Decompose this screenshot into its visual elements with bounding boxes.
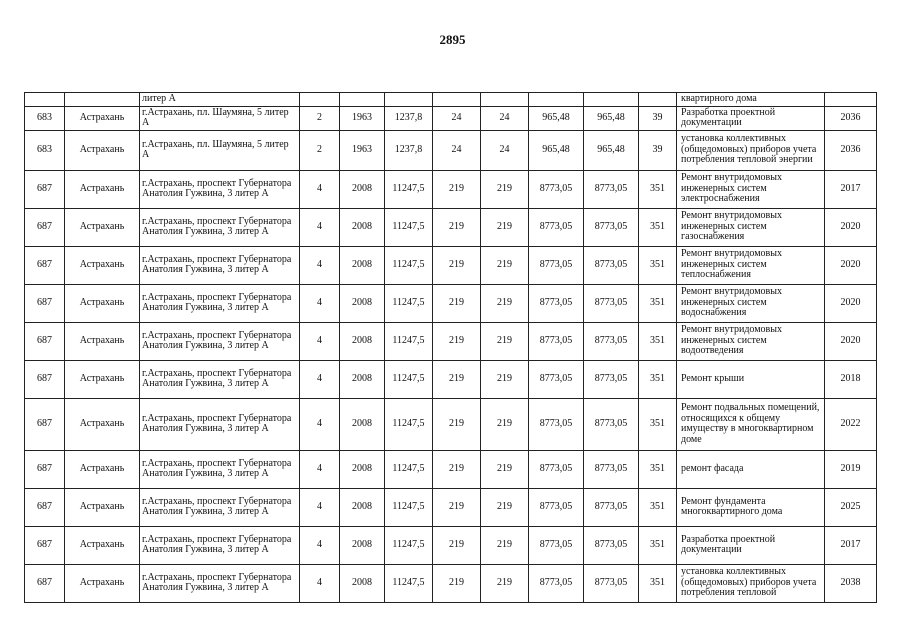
cell-city: Астрахань [65, 526, 140, 564]
cell-area-a: 8773,05 [529, 246, 584, 284]
cell-no: 687 [25, 488, 65, 526]
cell-area-a: 8773,05 [529, 526, 584, 564]
cell-floors: 4 [300, 208, 340, 246]
cell-plan-year: 2025 [825, 488, 877, 526]
cell-work: квартирного дома [677, 93, 825, 107]
cell-address: г.Астрахань, проспект Губернатора Анатолия Гужвина, 3 литер А [140, 564, 300, 602]
cell-floors: 4 [300, 322, 340, 360]
cell-col6: 219 [433, 284, 481, 322]
cell-no: 687 [25, 564, 65, 602]
cell-area-b: 965,48 [584, 106, 639, 130]
cell-col7 [481, 93, 529, 107]
cell-no: 687 [25, 170, 65, 208]
table-row [25, 208, 877, 246]
cell-area-a: 8773,05 [529, 208, 584, 246]
cell-area-b: 8773,05 [584, 284, 639, 322]
cell-area-b: 8773,05 [584, 488, 639, 526]
cell-residents: 351 [639, 246, 677, 284]
table-body [25, 93, 877, 603]
cell-work: Ремонт внутридомовых инженерных систем электроснабжения [677, 170, 825, 208]
cell-col6: 219 [433, 208, 481, 246]
cell-col6: 219 [433, 450, 481, 488]
cell-col6: 24 [433, 130, 481, 170]
cell-city [65, 93, 140, 107]
cell-area-a [529, 93, 584, 107]
cell-total-area: 11247,5 [385, 360, 433, 398]
cell-city: Астрахань [65, 284, 140, 322]
cell-total-area: 11247,5 [385, 208, 433, 246]
cell-no: 687 [25, 526, 65, 564]
cell-plan-year: 2017 [825, 526, 877, 564]
cell-plan-year: 2038 [825, 564, 877, 602]
cell-no: 683 [25, 130, 65, 170]
cell-col7: 219 [481, 488, 529, 526]
cell-total-area: 1237,8 [385, 130, 433, 170]
cell-total-area: 11247,5 [385, 488, 433, 526]
cell-area-b: 8773,05 [584, 526, 639, 564]
cell-no: 687 [25, 360, 65, 398]
cell-address: г.Астрахань, проспект Губернатора Анатолия Гужвина, 3 литер А [140, 398, 300, 450]
cell-address: г.Астрахань, проспект Губернатора Анатолия Гужвина, 3 литер А [140, 360, 300, 398]
cell-year: 2008 [340, 564, 385, 602]
table-row [25, 93, 877, 107]
cell-col7: 219 [481, 322, 529, 360]
cell-residents: 351 [639, 564, 677, 602]
cell-city: Астрахань [65, 246, 140, 284]
cell-col6: 219 [433, 526, 481, 564]
cell-work: установка коллективных (общедомовых) приборов учета потребления тепловой энергии [677, 130, 825, 170]
cell-work: Ремонт внутридомовых инженерных систем водоотведения [677, 322, 825, 360]
cell-residents: 39 [639, 130, 677, 170]
cell-plan-year: 2017 [825, 170, 877, 208]
cell-total-area: 1237,8 [385, 106, 433, 130]
table-row [25, 450, 877, 488]
cell-floors: 4 [300, 398, 340, 450]
cell-col7: 24 [481, 106, 529, 130]
cell-year: 2008 [340, 170, 385, 208]
cell-year [340, 93, 385, 107]
cell-total-area: 11247,5 [385, 246, 433, 284]
cell-address: г.Астрахань, проспект Губернатора Анатолия Гужвина, 3 литер А [140, 526, 300, 564]
table-row [25, 284, 877, 322]
cell-total-area: 11247,5 [385, 322, 433, 360]
cell-city: Астрахань [65, 130, 140, 170]
cell-no: 687 [25, 208, 65, 246]
cell-no: 687 [25, 450, 65, 488]
cell-col7: 219 [481, 526, 529, 564]
cell-floors [300, 93, 340, 107]
cell-work: Ремонт внутридомовых инженерных систем теплоснабжения [677, 246, 825, 284]
cell-floors: 4 [300, 170, 340, 208]
cell-city: Астрахань [65, 360, 140, 398]
cell-address: г.Астрахань, проспект Губернатора Анатолия Гужвина, 3 литер А [140, 450, 300, 488]
table-row [25, 398, 877, 450]
cell-work: Ремонт подвальных помещений, относящихся к общему имуществу в многоквартирном доме [677, 398, 825, 450]
cell-total-area [385, 93, 433, 107]
cell-area-a: 8773,05 [529, 398, 584, 450]
cell-total-area: 11247,5 [385, 284, 433, 322]
cell-address: г.Астрахань, проспект Губернатора Анатолия Гужвина, 3 литер А [140, 170, 300, 208]
cell-address: г.Астрахань, проспект Губернатора Анатолия Гужвина, 3 литер А [140, 246, 300, 284]
cell-col7: 219 [481, 208, 529, 246]
cell-area-a: 965,48 [529, 130, 584, 170]
cell-area-a: 965,48 [529, 106, 584, 130]
table-row [25, 322, 877, 360]
table-row [25, 564, 877, 602]
cell-floors: 4 [300, 246, 340, 284]
cell-col7: 219 [481, 246, 529, 284]
cell-city: Астрахань [65, 322, 140, 360]
cell-floors: 2 [300, 130, 340, 170]
cell-col6: 219 [433, 322, 481, 360]
cell-floors: 4 [300, 360, 340, 398]
cell-col6: 219 [433, 360, 481, 398]
cell-col6 [433, 93, 481, 107]
cell-col6: 219 [433, 398, 481, 450]
cell-floors: 4 [300, 284, 340, 322]
cell-col6: 219 [433, 488, 481, 526]
cell-col7: 219 [481, 398, 529, 450]
cell-plan-year: 2018 [825, 360, 877, 398]
cell-plan-year: 2020 [825, 284, 877, 322]
table-row [25, 170, 877, 208]
cell-no: 687 [25, 322, 65, 360]
cell-city: Астрахань [65, 208, 140, 246]
cell-residents: 351 [639, 488, 677, 526]
table-row [25, 488, 877, 526]
cell-col7: 24 [481, 130, 529, 170]
cell-plan-year: 2019 [825, 450, 877, 488]
cell-work: Ремонт внутридомовых инженерных систем газоснабжения [677, 208, 825, 246]
cell-col7: 219 [481, 360, 529, 398]
cell-residents: 351 [639, 322, 677, 360]
cell-residents: 351 [639, 360, 677, 398]
cell-area-b: 8773,05 [584, 360, 639, 398]
cell-area-a: 8773,05 [529, 450, 584, 488]
cell-year: 2008 [340, 208, 385, 246]
table-row [25, 526, 877, 564]
cell-work: Ремонт внутридомовых инженерных систем водоснабжения [677, 284, 825, 322]
cell-floors: 4 [300, 526, 340, 564]
cell-address: г.Астрахань, проспект Губернатора Анатолия Гужвина, 3 литер А [140, 208, 300, 246]
repair-schedule-table [24, 92, 877, 603]
cell-residents [639, 93, 677, 107]
cell-city: Астрахань [65, 450, 140, 488]
cell-area-b: 8773,05 [584, 450, 639, 488]
cell-plan-year: 2020 [825, 322, 877, 360]
cell-total-area: 11247,5 [385, 398, 433, 450]
cell-plan-year: 2036 [825, 106, 877, 130]
cell-floors: 4 [300, 450, 340, 488]
cell-total-area: 11247,5 [385, 170, 433, 208]
cell-total-area: 11247,5 [385, 450, 433, 488]
cell-year: 2008 [340, 246, 385, 284]
cell-col7: 219 [481, 564, 529, 602]
cell-address: г.Астрахань, пл. Шаумяна, 5 литер А [140, 106, 300, 130]
cell-area-a: 8773,05 [529, 322, 584, 360]
cell-area-a: 8773,05 [529, 488, 584, 526]
page-number: 2895 [439, 32, 466, 47]
cell-col6: 219 [433, 170, 481, 208]
cell-no: 687 [25, 284, 65, 322]
cell-city: Астрахань [65, 564, 140, 602]
cell-no: 687 [25, 246, 65, 284]
cell-col7: 219 [481, 450, 529, 488]
cell-area-b: 8773,05 [584, 208, 639, 246]
cell-year: 1963 [340, 106, 385, 130]
cell-year: 2008 [340, 488, 385, 526]
cell-residents: 351 [639, 450, 677, 488]
table-row [25, 106, 877, 130]
cell-col7: 219 [481, 170, 529, 208]
cell-residents: 351 [639, 170, 677, 208]
cell-city: Астрахань [65, 106, 140, 130]
cell-plan-year: 2036 [825, 130, 877, 170]
cell-floors: 4 [300, 564, 340, 602]
cell-plan-year: 2020 [825, 208, 877, 246]
cell-plan-year: 2020 [825, 246, 877, 284]
cell-plan-year: 2022 [825, 398, 877, 450]
cell-total-area: 11247,5 [385, 564, 433, 602]
cell-work: Ремонт крыши [677, 360, 825, 398]
table-row [25, 360, 877, 398]
cell-area-a: 8773,05 [529, 170, 584, 208]
cell-area-a: 8773,05 [529, 360, 584, 398]
cell-address: литер А [140, 93, 300, 107]
cell-year: 2008 [340, 398, 385, 450]
cell-area-a: 8773,05 [529, 284, 584, 322]
cell-area-b: 8773,05 [584, 322, 639, 360]
cell-area-b: 8773,05 [584, 398, 639, 450]
cell-year: 2008 [340, 360, 385, 398]
cell-year: 2008 [340, 450, 385, 488]
cell-year: 2008 [340, 322, 385, 360]
cell-city: Астрахань [65, 398, 140, 450]
cell-residents: 351 [639, 526, 677, 564]
cell-year: 2008 [340, 284, 385, 322]
cell-no: 687 [25, 398, 65, 450]
cell-work: Ремонт фундамента многоквартирного дома [677, 488, 825, 526]
cell-col6: 219 [433, 564, 481, 602]
cell-plan-year [825, 93, 877, 107]
cell-area-a: 8773,05 [529, 564, 584, 602]
cell-city: Астрахань [65, 488, 140, 526]
cell-no [25, 93, 65, 107]
cell-work: установка коллективных (общедомовых) приборов учета потребления тепловой [677, 564, 825, 602]
cell-col6: 219 [433, 246, 481, 284]
cell-address: г.Астрахань, пл. Шаумяна, 5 литер А [140, 130, 300, 170]
table-row [25, 246, 877, 284]
cell-total-area: 11247,5 [385, 526, 433, 564]
cell-city: Астрахань [65, 170, 140, 208]
cell-work: Разработка проектной документации [677, 106, 825, 130]
cell-address: г.Астрахань, проспект Губернатора Анатолия Гужвина, 3 литер А [140, 322, 300, 360]
cell-residents: 351 [639, 284, 677, 322]
cell-area-b: 8773,05 [584, 246, 639, 284]
cell-area-b [584, 93, 639, 107]
cell-area-b: 965,48 [584, 130, 639, 170]
cell-work: ремонт фасада [677, 450, 825, 488]
cell-year: 1963 [340, 130, 385, 170]
cell-residents: 39 [639, 106, 677, 130]
cell-floors: 4 [300, 488, 340, 526]
cell-col7: 219 [481, 284, 529, 322]
cell-floors: 2 [300, 106, 340, 130]
cell-area-b: 8773,05 [584, 564, 639, 602]
cell-year: 2008 [340, 526, 385, 564]
cell-no: 683 [25, 106, 65, 130]
cell-address: г.Астрахань, проспект Губернатора Анатолия Гужвина, 3 литер А [140, 488, 300, 526]
cell-col6: 24 [433, 106, 481, 130]
cell-address: г.Астрахань, проспект Губернатора Анатолия Гужвина, 3 литер А [140, 284, 300, 322]
cell-work: Разработка проектной документации [677, 526, 825, 564]
cell-area-b: 8773,05 [584, 170, 639, 208]
cell-residents: 351 [639, 208, 677, 246]
table-row [25, 130, 877, 170]
cell-residents: 351 [639, 398, 677, 450]
